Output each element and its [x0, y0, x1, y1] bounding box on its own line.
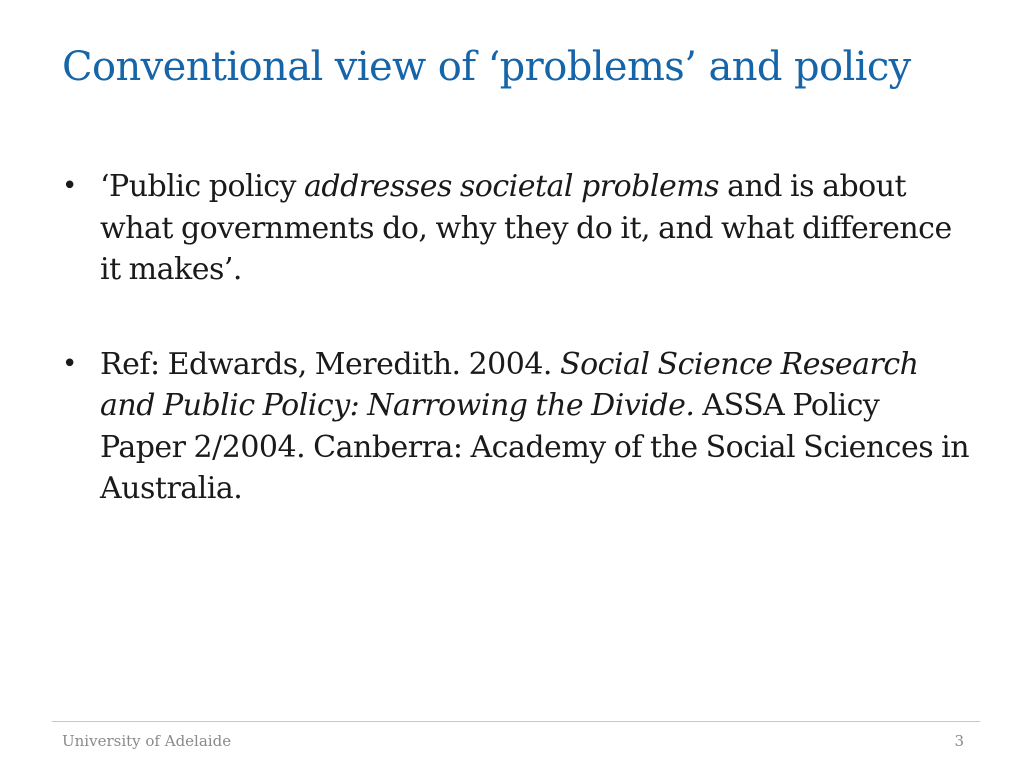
bullet-text — [100, 347, 969, 507]
bullet-text-segment: Ref: Edwards, Meredith. 2004. — [100, 346, 561, 382]
bullet-marker: • — [62, 171, 77, 201]
bullet-text-italic: Social Science Research and Public Policy: Narrowing the Divide. — [100, 346, 919, 423]
bullet-list — [62, 166, 972, 510]
bullet-text-italic: addresses societal problems — [304, 169, 720, 204]
bullet-text-segment: ASSA Policy Paper 2/2004. Canberra: Academy of the Social Sciences in Australia. — [100, 388, 970, 506]
bullet-text-segment: ‘Public policy — [100, 169, 305, 204]
footer-divider — [52, 721, 980, 722]
page-number: 3 — [954, 732, 964, 750]
bullet-text-segment: and is about what governments do, why they do it, and what difference it makes’. — [100, 169, 952, 287]
footer-organization: University of Adelaide — [62, 732, 232, 750]
bullet-item — [62, 166, 972, 291]
bullet-marker: • — [62, 348, 77, 379]
bullet-text — [100, 169, 952, 287]
bullet-item — [62, 344, 972, 510]
slide-title: Conventional view of ‘problems’ and policy — [62, 44, 911, 90]
